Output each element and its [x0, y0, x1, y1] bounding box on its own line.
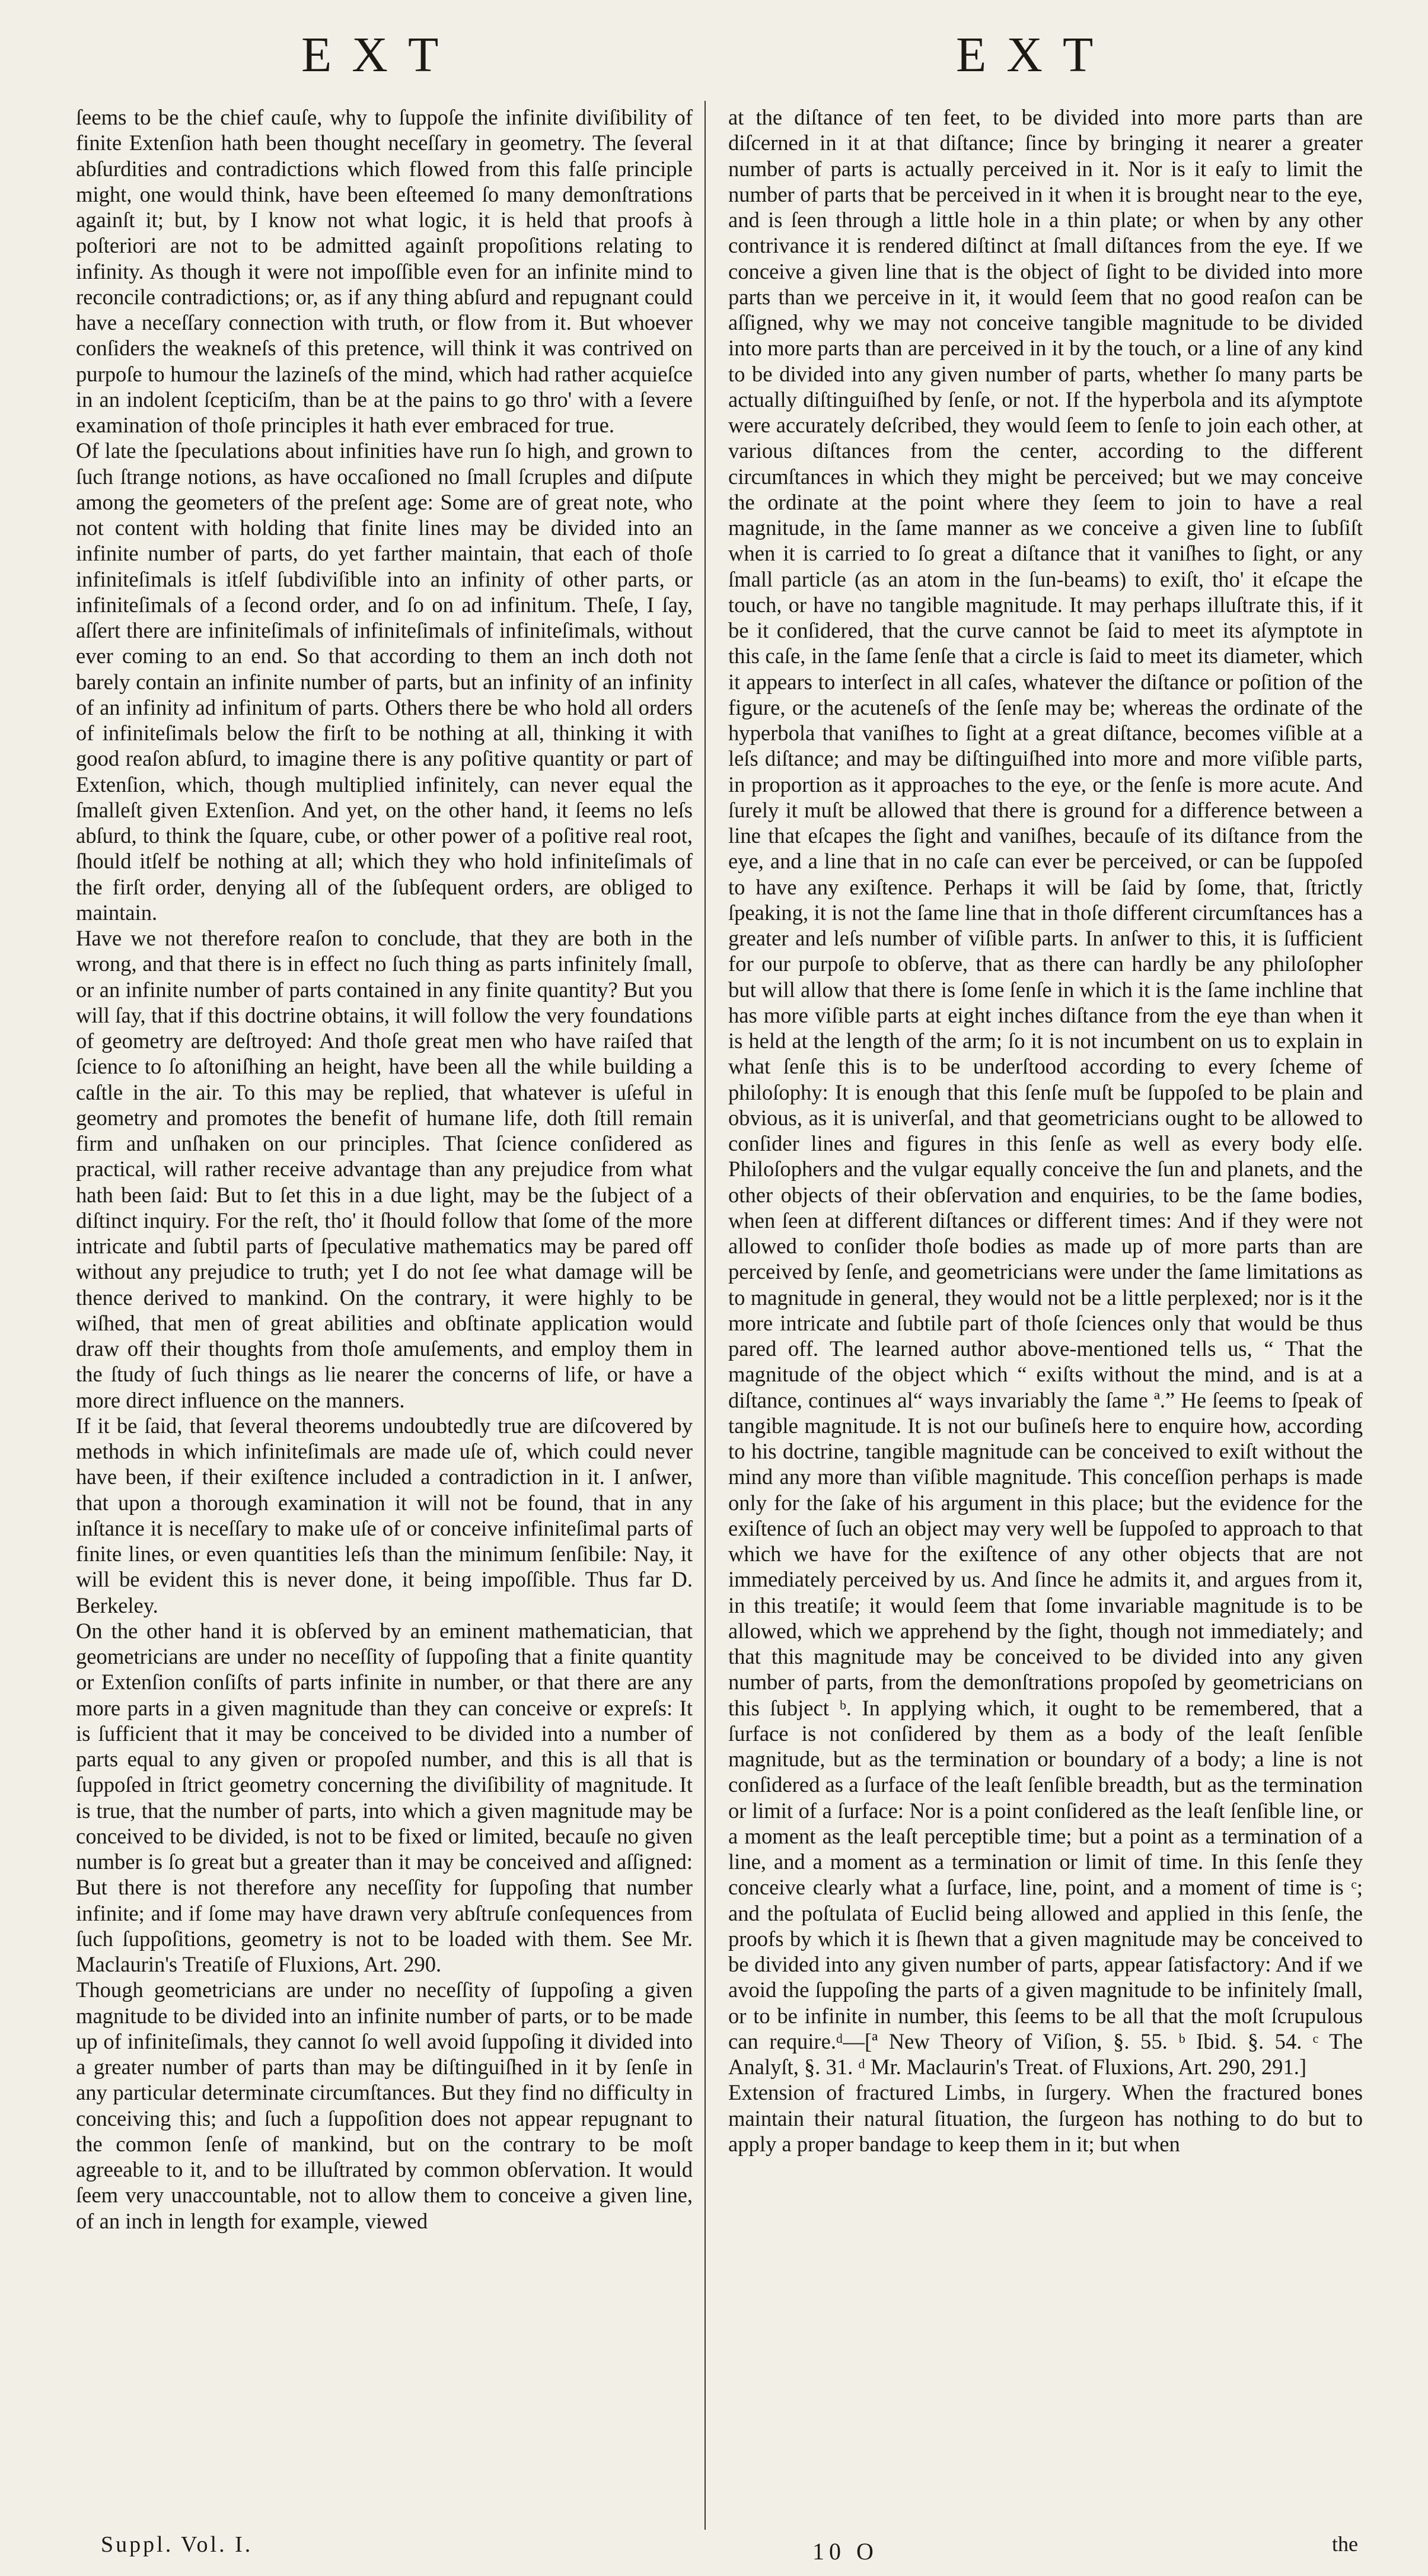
paragraph: Have we not therefore reaſon to conclude, that they are both in the wrong, and that there is in effect no ſuch thing as parts infinitely ſmall, or an infinite number of parts contained in any finite quantity? But you will ſay, that if this doctrine obtains, it will follow the very foundations of geometry are deſtroyed: And thoſe great men who have raiſed that ſcience to ſo aſtoniſhing an height, have been all the while building a caſtle in the air. To this may be replied, that whatever is uſeful in geometry and promotes the benefit of humane life, doth ſtill remain firm and unſhaken on our principles. That ſcience conſidered as practical, will rather receive advantage than any prejudice from what hath been ſaid: But to ſet this in a due light, may be the ſubject of a diſtinct inquiry. For the reſt, tho' it ſhould follow that ſome of the more intricate and ſubtil parts of ſpeculative mathematics may be pared off without any prejudice to truth; yet I do not ſee what damage will be thence derived to mankind. On the contrary, it were highly to be wiſhed, that men of great abilities and obſtinate application would draw off their thoughts from thoſe amuſements, and employ them in the ſtudy of ſuch things as lie nearer the concerns of life, or have a more direct influence on the manners.	[76, 926, 693, 1412]
paragraph: Of late the ſpeculations about infinities have run ſo high, and grown to ſuch ſtrange notions, as have occaſioned no ſmall ſcruples and diſpute among the geometers of the preſent age: Some are of great note, who not content with holding that finite lines may be divided into an infinite number of parts, do yet farther maintain, that each of thoſe infiniteſimals is itſelf ſubdiviſible into an infinity of other parts, or infiniteſimals of a ſecond order, and ſo on ad infinitum. Theſe, I ſay, aſſert there are infiniteſimals of infiniteſimals of infiniteſimals, without ever coming to an end. So that according to them an inch doth not barely contain an infinite number of parts, but an infinity of an infinity of an infinity ad infinitum of parts. Others there be who hold all orders of infiniteſimals below the firſt to be nothing at all, thinking it with good reaſon abſurd, to imagine there is any poſitive quantity or part of Extenſion, which, though multiplied infinitely, can never equal the ſmalleſt given Extenſion. And yet, on the other hand, it ſeems no leſs abſurd, to think the ſquare, cube, or other power of a poſitive real root, ſhould itſelf be nothing at all; which they who hold infiniteſimals of the firſt order, denying all of the ſubſequent orders, are obliged to maintain.	[76, 438, 693, 925]
paragraph: Though geometricians are under no neceſſity of ſuppoſing a given magnitude to be divided into an infinite number of parts, or to be made up of infiniteſimals, they cannot ſo well avoid ſuppoſing it divided into a greater number of parts than may be diſtinguiſhed in it by ſenſe in any particular determinate circumſtances. But they find no difficulty in conceiving this; and ſuch a ſuppoſition does not appear repugnant to the common ſenſe of mankind, but on the contrary to be moſt agreeable to it, and to be illuſtrated by common obſervation. It would ſeem very unaccountable, not to allow them to conceive a given line, of an inch in length for example, viewed	[76, 1978, 693, 2233]
column-divider	[705, 101, 706, 2530]
paragraph: at the diſtance of ten feet, to be divided into more parts than are diſcerned in it at that diſtance; ſince by bringing it nearer a greater number of parts is actually perceived in it. Nor is it eaſy to limit the number of parts that be perceived in it when it is brought near to the eye, and is ſeen through a little hole in a thin plate; or when by any other contrivance it is rendered diſtinct at ſmall diſtances from the eye. If we conceive a given line that is the object of ſight to be divided into more parts than we perceive in it, it would ſeem that no good reaſon can be aſſigned, why we may not conceive tangible magnitude to be divided into more parts than are perceived in it by the touch, or a line of any kind to be divided into any given number of parts, whether ſo many parts be actually diſtinguiſhed by ſenſe, or not. If the hyperbola and its aſymptote were accurately deſcribed, they would ſeem to ſenſe to join each other, at various diſtances from the center, according to the different circumſtances in which they might be perceived; but we may conceive the ordinate at the point where they ſeem to join to have a real magnitude, in the ſame manner as we conceive a given line to ſubſiſt when it is carried to ſo great a diſtance that it vaniſhes to ſight, or any ſmall particle (as an atom in the ſun-beams) to exiſt, tho' it eſcape the touch, or have no tangible magnitude. It may perhaps illuſtrate this, if it be it conſidered, that the curve cannot be ſaid to meet its aſymptote in this caſe, in the ſame ſenſe that a circle is ſaid to meet its diameter, which it appears to interſect in all caſes, whatever the diſtance or poſition of the figure, or the acuteneſs of the ſenſe may be; whereas the ordinate of the hyperbola that vaniſhes to ſight at a great diſtance, becomes viſible at a leſs diſtance; and may be diſtinguiſhed into more and more viſible parts, in proportion as it approaches to the eye, or the ſenſe is more acute. And ſurely it muſt be allowed that there is ground for a difference between a line that eſcapes the ſight and vaniſhes, becauſe of its diſtance from the eye, and a line that in no caſe can ever be perceived, or can be ſuppoſed to have any exiſtence. Perhaps it will be ſaid by ſome, that, ſtrictly ſpeaking, it is not the ſame line that in thoſe different circumſtances has a greater and leſs number of viſible parts. In anſwer to this, it is ſufficient for our purpoſe to obſerve, that as there can hardly be any philoſopher but will allow that there is ſome ſenſe in which it is the ſame inchline that has more viſible parts at eight inches diſtance from the eye than when it is held at the length of the arm; ſo it is not incumbent on us to explain in what ſenſe this is to be underſtood according to every ſcheme of philoſophy: It is enough that this ſenſe muſt be ſuppoſed to be plain and obvious, as it is univerſal, and that geometricians ought to be allowed to conſider lines and figures in this ſenſe as well as every body elſe. Philoſophers and the vulgar equally conceive the ſun and planets, and the other objects of their obſervation and enquiries, to be the ſame bodies, when ſeen at different diſtances or different times: And if they were not allowed to conſider thoſe bodies as made up of more parts than are perceived by ſenſe, and geometricians were under the ſame limitations as to magnitude in general, they would not be a little perplexed; nor is it the more intricate and ſubtile part of thoſe ſciences only that would be thus pared off. The learned author above-mentioned tells us, “ That the magnitude of the object which “ exiſts without the mind, and is at a diſtance, continues al“ ways invariably the ſame ª.” He ſeems to ſpeak of tangible magnitude. It is not our buſineſs here to enquire how, according to his doctrine, tangible magnitude can be conceived to exiſt without the mind any more than viſible magnitude. This conceſſion perhaps is made only for the ſake of his argument in this place; but the evidence for the exiſtence of ſuch an object may very well be ſuppoſed to approach to that which we have for the exiſtence of any other objects that are not immediately perceived by us. And ſince he admits it, and argues from it, in this treatiſe; it would ſeem that ſome invariable magnitude is to be allowed, which we apprehend by the ſight, though not immediately; and that this magnitude may be conceived to be divided into any given number of parts, from the demonſtrations propoſed by geometricians on this ſubject ᵇ. In applying which, it ought to be remembered, that a ſurface is not conſidered by them as a body of the leaſt ſenſible magnitude, but as the termination or boundary of a body; a line is not conſidered as a ſurface of the leaſt ſenſible breadth, but as the termination or limit of a ſurface: Nor is a point conſidered as the leaſt ſenſible line, or a moment as the leaſt perceptible time; but a point as a termination of a line, and a moment as a termination or limit of time. In this ſenſe they conceive clearly what a ſurface, line, point, and a moment of time is ᶜ; and the poſtulata of Euclid being allowed and applied in this ſenſe, the proofs by which it is ſhewn that a given magnitude may be conceived to be divided into any given number of parts, appear ſatisfactory: And if we avoid the ſuppoſing the parts of a given magnitude to be infinitely ſmall, or to be infinite in number, this ſeems to be all that the moſt ſcrupulous can require.ᵈ—[ª New Theory of Viſion, §. 55. ᵇ Ibid. §. 54. ᶜ The Analyſt, §. 31. ᵈ Mr. Maclaurin's Treat. of Fluxions, Art. 290, 291.]	[728, 105, 1363, 2079]
right-column	[728, 104, 1363, 2157]
volume-label: Suppl. Vol. I.	[101, 2532, 253, 2557]
running-head-left: EXT	[301, 27, 459, 82]
paragraph: ſeems to be the chief cauſe, why to ſuppoſe the infinite diviſibility of finite Extenſion hath been thought neceſſary in geometry. The ſeveral abſurdities and contradictions which flowed from this falſe principle might, one would think, have been eſteemed ſo many demonſtrations againſt it; but, by I know not what logic, it is held that proofs à poſteriori are not to be admitted againſt propoſitions relating to infinity. As though it were not impoſſible even for an infinite mind to reconcile contradictions; or, as if any thing abſurd and repugnant could have a neceſſary connection with truth, or flow from it. But whoever conſiders the weakneſs of this pretence, will think it was contrived on purpoſe to humour the lazineſs of the mind, which had rather acquieſce in an indolent ſcepticiſm, than be at the pains to go thro' with a ſevere examination of thoſe principles it hath ever embraced for true.	[76, 105, 693, 437]
paragraph: If it be ſaid, that ſeveral theorems undoubtedly true are diſcovered by methods in which infiniteſimals are made uſe of, which could never have been, if their exiſtence included a contradiction in it. I anſwer, that upon a thorough examination it will not be found, that in any inſtance it is neceſſary to make uſe of or conceive infiniteſimal parts of finite lines, or even quantities leſs than the minimum ſenſibile: Nay, it will be evident this is never done, it being impoſſible. Thus far D. Berkeley.	[76, 1413, 693, 1617]
catchword: the	[1332, 2532, 1358, 2556]
running-head-right: EXT	[956, 27, 1114, 82]
signature-mark: 10 O	[812, 2538, 878, 2565]
left-column	[76, 104, 693, 2234]
entry-heading-paragraph: Extension of fractured Limbs, in ſurgery. When the fractured bones maintain their natural ſituation, the ſurgeon has nothing to do but to apply a proper bandage to keep them in it; but when	[728, 2080, 1363, 2156]
paragraph: On the other hand it is obſerved by an eminent mathematician, that geometricians are under no neceſſity of ſuppoſing that a finite quantity or Extenſion conſiſts of parts infinite in number, or that there are any more parts in a given magnitude than they can conceive or expreſs: It is ſufficient that it may be conceived to be divided into a number of parts equal to any given or propoſed number, and this is all that is ſuppoſed in ſtrict geometry concerning the diviſibility of magnitude. It is true, that the number of parts, into which a given magnitude may be conceived to be divided, is not to be fixed or limited, becauſe no given number is ſo great but a greater than it may be conceived and aſſigned: But there is not therefore any neceſſity for ſuppoſing that number infinite; and if ſome may have drawn very abſtruſe conſequences from ſuch ſuppoſitions, geometry is not to be loaded with them. See Mr. Maclaurin's Treatiſe of Fluxions, Art. 290.	[76, 1618, 693, 1976]
